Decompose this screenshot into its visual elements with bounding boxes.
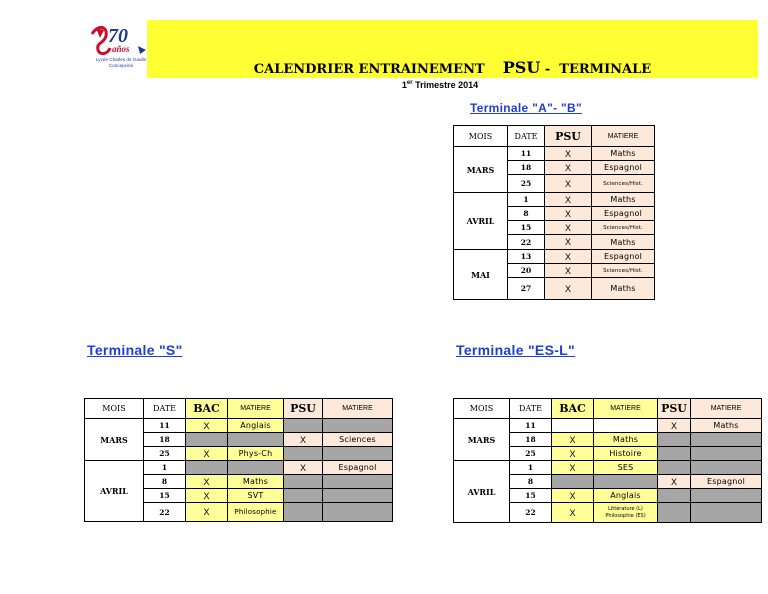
col-bac: BAC bbox=[552, 399, 594, 419]
psu-subject bbox=[691, 503, 762, 523]
subject-cell: Maths bbox=[592, 193, 655, 207]
psu-subject: Maths bbox=[691, 419, 762, 433]
col-date: DATE bbox=[510, 399, 552, 419]
psu-mark: X bbox=[545, 264, 592, 278]
psu-mark bbox=[284, 419, 323, 433]
bac-subject-line-1: Littérature (L) bbox=[608, 505, 643, 512]
title-psu: PSU bbox=[502, 58, 541, 77]
psu-mark bbox=[284, 489, 323, 503]
date-cell: 22 bbox=[510, 503, 552, 523]
psu-mark bbox=[284, 475, 323, 489]
date-cell: 11 bbox=[510, 419, 552, 433]
bac-mark: X bbox=[186, 447, 228, 461]
col-date: DATE bbox=[508, 126, 545, 147]
month-cell: AVRIL bbox=[85, 461, 144, 522]
logo-school: Lycée Charles de Gaulle bbox=[95, 57, 147, 62]
date-cell: 1 bbox=[144, 461, 186, 475]
subject-cell: Sciences/Hist. bbox=[592, 221, 655, 235]
table-header-row bbox=[454, 399, 762, 419]
subject-cell: Sciences/Hist. bbox=[592, 264, 655, 278]
col-psu: PSU bbox=[658, 399, 691, 419]
bac-mark bbox=[552, 475, 594, 489]
psu-mark: X bbox=[545, 193, 592, 207]
table-row bbox=[454, 461, 762, 475]
title-text-b: TERMINALE bbox=[559, 62, 652, 77]
month-cell: MARS bbox=[454, 147, 508, 193]
psu-subject: Espagnol bbox=[323, 461, 393, 475]
table-row bbox=[85, 419, 393, 433]
psu-subject bbox=[323, 503, 393, 522]
date-cell: 13 bbox=[508, 250, 545, 264]
subtitle-number: 1 bbox=[401, 80, 407, 90]
table-row bbox=[454, 147, 655, 161]
bac-subject: Philosophie bbox=[228, 503, 284, 522]
psu-mark bbox=[658, 503, 691, 523]
psu-mark: X bbox=[284, 461, 323, 475]
date-cell: 11 bbox=[508, 147, 545, 161]
col-mois: MOIS bbox=[454, 126, 508, 147]
bac-mark bbox=[186, 433, 228, 447]
section-title-esl: Terminale "ES-L" bbox=[456, 342, 575, 358]
col-matiere: MATIERE bbox=[592, 126, 655, 147]
bac-mark: X bbox=[186, 489, 228, 503]
date-cell: 8 bbox=[144, 475, 186, 489]
date-cell: 8 bbox=[508, 207, 545, 221]
table-terminale-esl bbox=[453, 398, 762, 523]
date-cell: 22 bbox=[144, 503, 186, 522]
col-matiere: MATIERE bbox=[228, 399, 284, 419]
title-separator: - bbox=[540, 62, 555, 77]
col-psu: PSU bbox=[284, 399, 323, 419]
col-psu: PSU bbox=[545, 126, 592, 147]
subject-cell: Espagnol bbox=[592, 250, 655, 264]
bac-mark: X bbox=[186, 419, 228, 433]
psu-mark bbox=[658, 461, 691, 475]
bac-subject bbox=[228, 461, 284, 475]
title-text-a: CALENDRIER ENTRAINEMENT bbox=[253, 62, 485, 77]
school-logo bbox=[88, 20, 154, 70]
psu-subject bbox=[323, 475, 393, 489]
psu-mark bbox=[284, 447, 323, 461]
col-matiere-psu: MATIERE bbox=[691, 399, 762, 419]
month-cell: AVRIL bbox=[454, 461, 510, 523]
psu-subject bbox=[691, 447, 762, 461]
bac-subject: Maths bbox=[594, 433, 658, 447]
bac-subject-line-2: Philosophie (ES) bbox=[605, 512, 646, 519]
month-cell: MARS bbox=[85, 419, 144, 461]
logo-city: Concepción bbox=[108, 63, 134, 68]
date-cell: 25 bbox=[508, 175, 545, 193]
psu-mark: X bbox=[658, 475, 691, 489]
table-terminale-ab bbox=[453, 125, 655, 300]
psu-subject bbox=[323, 489, 393, 503]
section-title-ab: Terminale "A"- "B" bbox=[470, 101, 582, 115]
bac-mark bbox=[186, 461, 228, 475]
section-title-s: Terminale "S" bbox=[87, 342, 183, 358]
table-header-row bbox=[85, 399, 393, 419]
table-row bbox=[454, 419, 762, 433]
date-cell: 25 bbox=[510, 447, 552, 461]
col-mois: MOIS bbox=[454, 399, 510, 419]
bac-subject bbox=[228, 433, 284, 447]
psu-subject bbox=[323, 419, 393, 433]
subject-cell: Sciences/Hist. bbox=[592, 175, 655, 193]
page-title bbox=[147, 58, 758, 77]
bac-subject: Histoire bbox=[594, 447, 658, 461]
date-cell: 11 bbox=[144, 419, 186, 433]
col-date: DATE bbox=[144, 399, 186, 419]
subject-cell: Maths bbox=[592, 235, 655, 250]
bac-mark: X bbox=[552, 503, 594, 523]
psu-mark bbox=[658, 433, 691, 447]
psu-mark: X bbox=[545, 221, 592, 235]
bac-mark: X bbox=[552, 461, 594, 475]
psu-mark: X bbox=[545, 207, 592, 221]
bac-subject: SES bbox=[594, 461, 658, 475]
psu-subject: Espagnol bbox=[691, 475, 762, 489]
psu-mark: X bbox=[545, 250, 592, 264]
psu-subject: Sciences bbox=[323, 433, 393, 447]
table-row bbox=[85, 461, 393, 475]
psu-mark bbox=[658, 447, 691, 461]
psu-mark bbox=[284, 503, 323, 522]
date-cell: 15 bbox=[144, 489, 186, 503]
psu-mark: X bbox=[545, 161, 592, 175]
bac-subject: Phys-Ch bbox=[228, 447, 284, 461]
bac-subject bbox=[594, 475, 658, 489]
col-matiere: MATIERE bbox=[594, 399, 658, 419]
table-header-row bbox=[454, 126, 655, 147]
logo-number: 70 bbox=[108, 25, 128, 47]
month-cell: AVRIL bbox=[454, 193, 508, 250]
bac-subject: Anglais bbox=[228, 419, 284, 433]
trimester-subtitle bbox=[380, 80, 500, 90]
date-cell: 15 bbox=[510, 489, 552, 503]
psu-subject bbox=[691, 433, 762, 447]
bac-mark: X bbox=[186, 475, 228, 489]
bac-mark: X bbox=[552, 433, 594, 447]
subject-cell: Maths bbox=[592, 147, 655, 161]
date-cell: 22 bbox=[508, 235, 545, 250]
subtitle-text: Trimestre 2014 bbox=[412, 80, 479, 90]
psu-mark bbox=[658, 489, 691, 503]
subject-cell: Maths bbox=[592, 278, 655, 300]
subject-cell: Espagnol bbox=[592, 161, 655, 175]
bac-mark: X bbox=[552, 489, 594, 503]
psu-mark: X bbox=[545, 147, 592, 161]
date-cell: 25 bbox=[144, 447, 186, 461]
date-cell: 27 bbox=[508, 278, 545, 300]
bac-subject: SVT bbox=[228, 489, 284, 503]
col-mois: MOIS bbox=[85, 399, 144, 419]
date-cell: 18 bbox=[510, 433, 552, 447]
table-row bbox=[454, 250, 655, 264]
date-cell: 1 bbox=[508, 193, 545, 207]
bac-mark: X bbox=[552, 447, 594, 461]
table-row bbox=[454, 193, 655, 207]
month-cell: MARS bbox=[454, 419, 510, 461]
psu-subject bbox=[691, 489, 762, 503]
date-cell: 15 bbox=[508, 221, 545, 235]
date-cell: 20 bbox=[508, 264, 545, 278]
psu-subject bbox=[323, 447, 393, 461]
bac-mark: X bbox=[186, 503, 228, 522]
psu-mark: X bbox=[545, 235, 592, 250]
logo-word: años bbox=[112, 44, 130, 54]
psu-mark: X bbox=[545, 278, 592, 300]
col-matiere-psu: MATIERE bbox=[323, 399, 393, 419]
bac-subject bbox=[594, 419, 658, 433]
date-cell: 18 bbox=[144, 433, 186, 447]
col-bac: BAC bbox=[186, 399, 228, 419]
date-cell: 18 bbox=[508, 161, 545, 175]
date-cell: 8 bbox=[510, 475, 552, 489]
bac-subject bbox=[594, 503, 658, 523]
subject-cell: Espagnol bbox=[592, 207, 655, 221]
table-terminale-s bbox=[84, 398, 393, 522]
psu-subject bbox=[691, 461, 762, 475]
psu-mark: X bbox=[545, 175, 592, 193]
bac-subject: Anglais bbox=[594, 489, 658, 503]
month-cell: MAI bbox=[454, 250, 508, 300]
psu-mark: X bbox=[284, 433, 323, 447]
bac-subject: Maths bbox=[228, 475, 284, 489]
subtitle-sup: er bbox=[406, 80, 413, 86]
psu-mark: X bbox=[658, 419, 691, 433]
bac-mark bbox=[552, 419, 594, 433]
date-cell: 1 bbox=[510, 461, 552, 475]
